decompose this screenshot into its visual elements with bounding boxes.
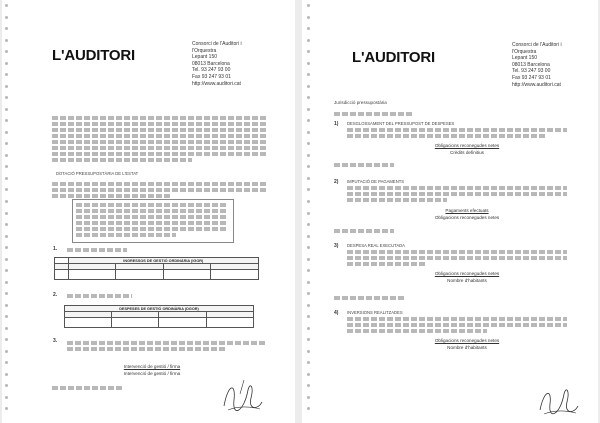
binder-hole <box>307 154 310 157</box>
binder-hole <box>5 200 8 203</box>
binder-hole <box>5 361 8 364</box>
binder-hole <box>307 327 310 330</box>
binder-hole <box>307 361 310 364</box>
igor-table: INGRESSOS DE GESTIÓ ORDINÀRIA (IGOR) <box>54 257 259 280</box>
binder-hole <box>307 108 310 111</box>
binder-hole <box>5 223 8 226</box>
binder-hole <box>5 73 8 76</box>
binder-hole <box>5 50 8 53</box>
binder-hole <box>307 16 310 19</box>
binder-hole <box>307 223 310 226</box>
org-address-block: Consorci de l'Auditori i l'Orquestra Lepant 150 08013 Barcelona Tel. 93 247 93 00 Fax 93 247 93 01 http://www.auditori.cat <box>512 42 562 88</box>
binder-hole <box>307 131 310 134</box>
binder-hole <box>307 407 310 410</box>
binder-hole <box>5 373 8 376</box>
signature-label-2: Intervenció de gestió / firma <box>123 371 181 376</box>
binder-hole <box>5 327 8 330</box>
binder-hole <box>307 96 310 99</box>
binder-hole <box>307 384 310 387</box>
binder-hole <box>5 62 8 65</box>
binder-hole <box>5 384 8 387</box>
handwritten-signature <box>534 382 580 418</box>
binder-hole <box>5 96 8 99</box>
abbreviation-legend <box>72 199 234 243</box>
binder-hole <box>307 27 310 30</box>
binder-hole <box>307 165 310 168</box>
binder-hole <box>5 396 8 399</box>
document-page-2: L'AUDITORI Consorci de l'Auditori i l'Orquestra Lepant 150 08013 Barcelona Tel. 93 247 93 00 Fax 93 247 93 01 http://www.auditori.cat Jurisdicció pressupostària 1) DESGLOSSAMENT DEL PRESSUPOST DE DESPESES Obligacions reconegudes netes Crèdits definitius 2) IMPUTACIÓ DE PAGAMENTS Pagaments efectuats Obligacions reconegudes netes 3) DESPESA REAL EXECUTADA Obligacions reconegudes netes Nombre d'habitants 4) INVERSIONS REALITZADES Obligacions reconegudes netes Nombre d'habitants <box>302 0 598 423</box>
binder-hole <box>307 200 310 203</box>
binder-holes <box>307 4 315 419</box>
binder-hole <box>307 85 310 88</box>
item-4-title: INVERSIONS REALITZADES <box>347 310 403 315</box>
section-title: Jurisdicció pressupostària <box>334 100 387 105</box>
binder-hole <box>5 188 8 191</box>
binder-hole <box>5 304 8 307</box>
binder-hole <box>5 165 8 168</box>
binder-hole <box>307 62 310 65</box>
item-2-title: IMPUTACIÓ DE PAGAMENTS <box>347 179 405 184</box>
signature-label-1: Intervenció de gestió / firma <box>123 364 181 369</box>
item-1-title: DESGLOSSAMENT DEL PRESSUPOST DE DESPESES <box>347 121 455 126</box>
binder-hole <box>307 304 310 307</box>
section-heading: DOTACIÓ PRESSUPOSTÀRIA DE L'ESTAT <box>56 171 139 176</box>
binder-hole <box>307 246 310 249</box>
binder-hole <box>5 338 8 341</box>
binder-hole <box>5 269 8 272</box>
binder-hole <box>307 373 310 376</box>
binder-hole <box>307 315 310 318</box>
binder-hole <box>5 142 8 145</box>
binder-hole <box>5 154 8 157</box>
binder-hole <box>5 407 8 410</box>
binder-hole <box>5 131 8 134</box>
binder-hole <box>5 27 8 30</box>
binder-hole <box>307 281 310 284</box>
binder-hole <box>307 39 310 42</box>
binder-hole <box>5 212 8 215</box>
binder-hole <box>307 4 310 7</box>
binder-hole <box>5 4 8 7</box>
binder-hole <box>307 119 310 122</box>
binder-hole <box>307 73 310 76</box>
dgor-table: DESPESES DE GESTIÓ ORDINÀRIA (DGOR) <box>64 305 254 328</box>
binder-hole <box>307 292 310 295</box>
binder-hole <box>5 258 8 261</box>
binder-hole <box>5 39 8 42</box>
binder-hole <box>5 292 8 295</box>
binder-hole <box>307 235 310 238</box>
binder-hole <box>5 235 8 238</box>
binder-hole <box>307 350 310 353</box>
binder-hole <box>5 281 8 284</box>
auditori-logo: L'AUDITORI <box>52 47 135 64</box>
binder-hole <box>307 258 310 261</box>
item-3-title: DESPESA REAL EXECUTADA <box>347 243 405 248</box>
binder-holes <box>5 4 13 419</box>
binder-hole <box>5 85 8 88</box>
document-page-1: L'AUDITORI Consorci de l'Auditori i l'Orquestra Lepant 150 08013 Barcelona Tel. 93 247 93 00 Fax 93 247 93 01 http://www.auditori.cat DOTACIÓ PRESSUPOSTÀRIA DE L'ESTAT 1. INGRESSOS DE GESTIÓ ORDINÀRIA (IGOR) 2. DESPESES DE GESTIÓ ORDINÀRIA (DGOR) 3. Intervenció de gestió / firma Intervenció de gestió / firma <box>2 0 295 423</box>
binder-hole <box>307 269 310 272</box>
binder-hole <box>5 108 8 111</box>
binder-hole <box>5 177 8 180</box>
binder-hole <box>307 396 310 399</box>
handwritten-signature <box>218 376 264 416</box>
binder-hole <box>307 177 310 180</box>
binder-hole <box>5 119 8 122</box>
binder-hole <box>307 338 310 341</box>
binder-hole <box>5 350 8 353</box>
binder-hole <box>5 16 8 19</box>
org-address-block: Consorci de l'Auditori i l'Orquestra Lepant 150 08013 Barcelona Tel. 93 247 93 00 Fax 93 247 93 01 http://www.auditori.cat <box>192 41 242 87</box>
auditori-logo: L'AUDITORI <box>352 49 435 66</box>
binder-hole <box>307 142 310 145</box>
binder-hole <box>5 315 8 318</box>
binder-hole <box>307 50 310 53</box>
binder-hole <box>5 246 8 249</box>
binder-hole <box>307 188 310 191</box>
binder-hole <box>307 212 310 215</box>
